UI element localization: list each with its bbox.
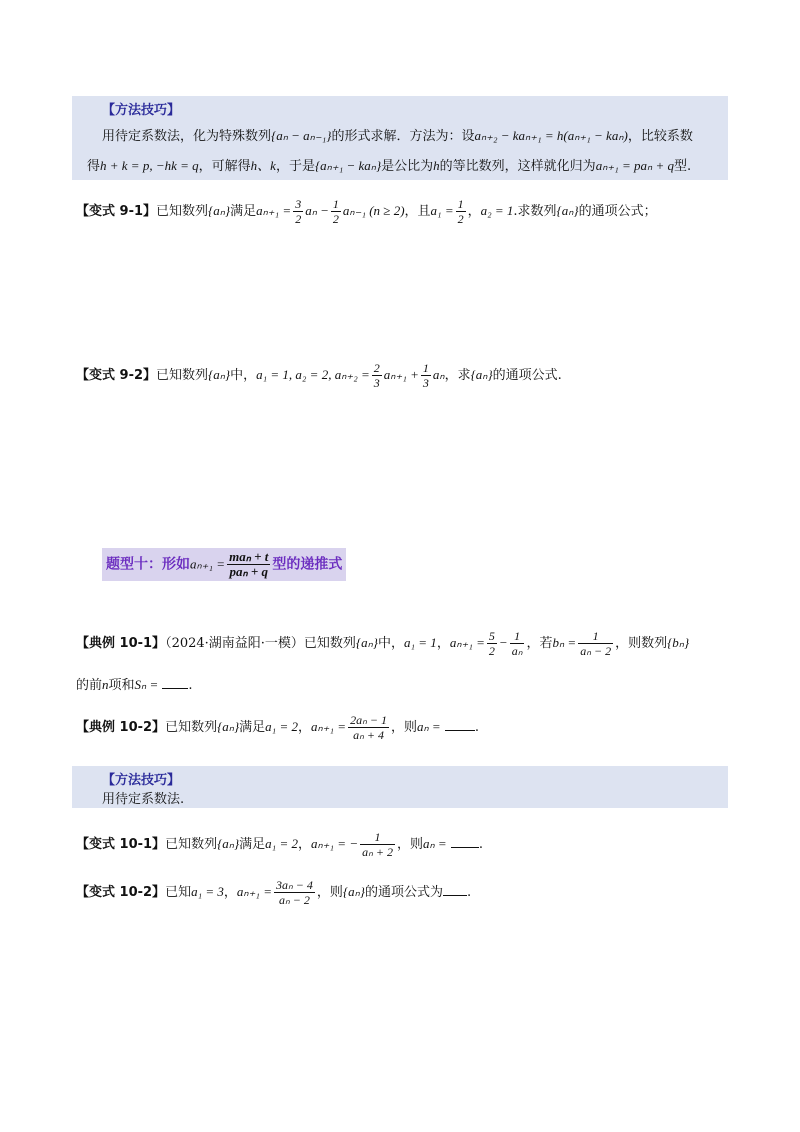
- variant-9-2: 【变式 9-2】已知数列{aₙ}中，a₁ = 1, a₂ = 2, aₙ₊₂ = $\frac{2}{3}$ aₙ₊₁ + $\frac{1}{3}$ aₙ，求{aₙ}的通项公式.: [76, 361, 562, 390]
- method-tip-heading-2: 【方法技巧】: [102, 773, 181, 788]
- section-heading-10: 题型十：形如aₙ₊₁ = $\frac{\text{maₙ + t}}{\text{paₙ + q}}$ 型的递推式: [102, 548, 346, 581]
- variant-10-2: 【变式 10-2】已知a₁ = 3，aₙ₊₁ = $\frac{\text{3aₙ − 4}}{\text{aₙ − 2}}$ ，则{aₙ}的通项公式为 .: [76, 878, 472, 907]
- variant-label: 【变式 10-2】: [76, 885, 166, 900]
- variant-10-1: 【变式 10-1】已知数列{aₙ}满足a₁ = 2，aₙ₊₁ = − $\frac{1}{\text{aₙ + 2}}$ ，则aₙ = .: [76, 830, 483, 859]
- method-tip-text-2: 用待定系数法.: [102, 792, 185, 807]
- method-tip-line-2: 得h + k = p, −hk = q，可解得h、k，于是{aₙ₊₁ − kaₙ}是公比为h的等比数列，这样就化归为aₙ₊₁ = paₙ + q型.: [87, 158, 692, 174]
- fraction: $\frac{1}{2}$: [332, 197, 339, 226]
- formula: {aₙ − aₙ₋₁}: [271, 128, 332, 143]
- variant-9-1: 【变式 9-1】已知数列{aₙ}满足aₙ₊₁ = $\frac{3}{2}$ aₙ − $\frac{1}{2}$ aₙ₋₁ (n ≥ 2)，且a₁ = $\frac{1}{2}$ ，a₂ = 1.求数列{aₙ}的通项公式；: [76, 197, 657, 226]
- fraction: $\frac{1}{3}$: [422, 361, 429, 390]
- formula: h + k = p, −hk = q: [100, 158, 199, 173]
- fraction: $\frac{1}{\text{aₙ}}$: [511, 629, 523, 658]
- variant-label: 【变式 9-1】: [76, 204, 157, 219]
- formula: h、k: [250, 158, 276, 173]
- answer-blank[interactable]: [443, 883, 467, 896]
- method-tip-line-1: 用待定系数法，化为特殊数列{aₙ − aₙ₋₁}的形式求解．方法为：设aₙ₊₂ − kaₙ₊₁ = h(aₙ₊₁ − kaₙ)，比较系数: [102, 128, 693, 144]
- example-10-1: 【典例 10-1】（2024·湖南益阳·一模）已知数列{aₙ}中，a₁ = 1，aₙ₊₁ = $\frac{5}{2}$ − $\frac{1}{\text{aₙ}}$ ，若bₙ = $\frac{1}{\text{aₙ − 2}}$ ，则数列{bₙ}: [76, 629, 690, 658]
- fraction: $\frac{\text{maₙ + t}}{\text{paₙ + q}}$: [229, 549, 269, 579]
- fraction: $\frac{1}{2}$: [457, 197, 464, 226]
- fraction: $\frac{1}{\text{aₙ − 2}}$: [580, 629, 612, 658]
- answer-blank[interactable]: [445, 718, 475, 731]
- fraction: $\frac{\text{3aₙ − 4}}{\text{aₙ − 2}}$: [275, 878, 313, 907]
- fraction: $\frac{5}{2}$: [488, 629, 495, 658]
- example-10-2: 【典例 10-2】已知数列{aₙ}满足a₁ = 2，aₙ₊₁ = $\frac{\text{2aₙ − 1}}{\text{aₙ + 4}}$ ，则aₙ = .: [76, 713, 479, 742]
- answer-blank[interactable]: [162, 676, 188, 689]
- formula: aₙ₊₁ = paₙ + q: [595, 158, 674, 173]
- method-tip-heading-1: 【方法技巧】: [102, 103, 181, 118]
- example-label: 【典例 10-2】: [76, 720, 166, 735]
- answer-blank[interactable]: [451, 835, 479, 848]
- formula: aₙ₊₂ − kaₙ₊₁ = h(aₙ₊₁ − kaₙ): [474, 128, 628, 143]
- fraction: $\frac{3}{2}$: [295, 197, 302, 226]
- example-label: 【典例 10-1】: [76, 636, 166, 651]
- fraction: $\frac{2}{3}$: [373, 361, 380, 390]
- variant-label: 【变式 9-2】: [76, 368, 157, 383]
- example-10-1-line-2: 的前n项和Sₙ = .: [76, 677, 193, 693]
- formula: h: [433, 158, 440, 173]
- fraction: $\frac{\text{2aₙ − 1}}{\text{aₙ + 4}}$: [350, 713, 387, 742]
- formula: {aₙ₊₁ − kaₙ}: [314, 158, 382, 173]
- fraction: $\frac{1}{\text{aₙ + 2}}$: [362, 830, 393, 859]
- variant-label: 【变式 10-1】: [76, 837, 166, 852]
